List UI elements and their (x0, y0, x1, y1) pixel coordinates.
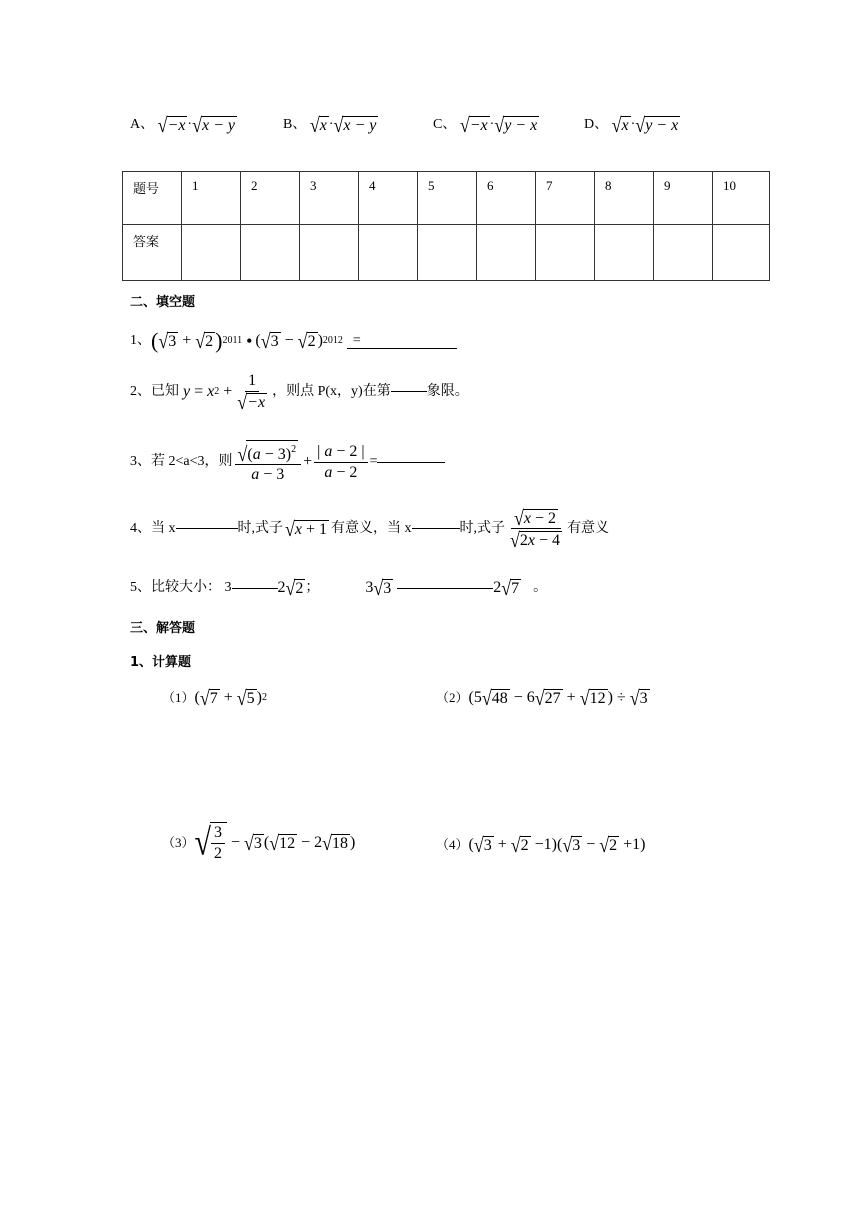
choice-label: C、 (433, 117, 457, 133)
dot: · (630, 117, 636, 133)
radical: √ x − y (192, 113, 235, 137)
expr-part: +1) (619, 836, 646, 853)
fraction: 1 √ −x (237, 372, 266, 414)
table-row (123, 225, 770, 281)
question-text: 有意义，当 x (331, 520, 412, 536)
radical: √ −x (459, 113, 488, 137)
question-text: 5、比较大小： 3 (130, 580, 232, 595)
question-5 (130, 576, 548, 600)
plus-sign: + (562, 689, 580, 706)
question-text: ； (305, 580, 320, 595)
expr-part: ( (468, 836, 474, 853)
item-number: （2） (436, 690, 469, 705)
number-cell: 5 (418, 172, 477, 225)
fraction: √ x − 2 √ 2x − 4 (510, 506, 561, 552)
answer-blank[interactable] (176, 528, 238, 529)
bullet-operator: • (246, 331, 253, 351)
answer-blank[interactable] (397, 588, 493, 589)
equals-sign: = (369, 454, 378, 469)
expr-part: ) (317, 332, 323, 349)
radical: √ x (309, 113, 327, 137)
plus-sign: + (219, 689, 237, 706)
answer-cell[interactable] (536, 225, 595, 281)
expr-part: 2 (493, 579, 502, 596)
number-cell: 8 (595, 172, 654, 225)
answer-table (122, 171, 770, 281)
expr-part: − 6 (509, 689, 535, 706)
equals-sign: = (190, 382, 208, 400)
radical: √ 7 (199, 686, 218, 710)
radical: √ 2 (285, 576, 304, 600)
expr-part: ( (263, 833, 270, 851)
answer-cell[interactable] (713, 225, 770, 281)
expr-part: 2 (277, 579, 286, 596)
radical: √ 3 (244, 831, 262, 854)
answer-cell[interactable] (241, 225, 300, 281)
radical: √ 2 (599, 833, 618, 857)
dot: · (489, 117, 495, 133)
exponent: 2 (261, 692, 267, 703)
radical: √ 3 (629, 686, 648, 710)
radical: √ 2 (510, 833, 529, 857)
plus-sign: + (219, 382, 233, 400)
radical: √ y − x (635, 113, 679, 137)
choice-label: A、 (130, 117, 155, 133)
answer-cell[interactable] (654, 225, 713, 281)
choice-a (130, 113, 237, 137)
expr-part: ) ÷ (607, 689, 630, 706)
exponent: 2011 (222, 335, 243, 346)
answer-cell[interactable] (477, 225, 536, 281)
choice-c (433, 113, 539, 137)
dot: · (328, 117, 334, 133)
question-3 (130, 440, 445, 484)
number-cell: 1 (182, 172, 241, 225)
section-title-fill-blank: 二、填空题 (130, 295, 196, 310)
answer-cell[interactable] (182, 225, 241, 281)
radical: √ 2 (195, 329, 214, 353)
answer-label-cell: 答案 (123, 225, 182, 281)
item-number: （1） (162, 690, 195, 705)
choice-d (584, 113, 680, 137)
radical: √ 3 (562, 833, 581, 857)
equals-sign: = (352, 332, 361, 348)
choice-b (283, 113, 378, 137)
radical: √ 7 (501, 576, 520, 600)
exponent: 2 (214, 385, 220, 397)
dot: · (187, 117, 193, 133)
expr-part: 3 (365, 579, 374, 596)
question-2 (130, 372, 469, 414)
expr-part: y (183, 382, 191, 400)
radical: √ 48 (481, 686, 508, 710)
expr-part: − 2 (297, 833, 323, 851)
answer-blank[interactable] (412, 528, 460, 529)
radical: √ 12 (269, 831, 296, 854)
question-number: 1、 (130, 333, 151, 348)
answer-blank[interactable] (347, 334, 457, 349)
question-1 (130, 328, 457, 353)
expr-part: ) (256, 689, 262, 706)
radical: √ 3 (158, 329, 177, 353)
expr-part: −1)( (530, 836, 563, 853)
exponent: 2012 (322, 335, 343, 346)
header-label-cell: 题号 (123, 172, 182, 225)
table-row (123, 172, 770, 225)
radical: √ x + 1 (285, 517, 328, 541)
question-4 (130, 506, 610, 552)
answer-blank[interactable] (391, 391, 427, 392)
question-text: 4、当 x (130, 520, 176, 536)
number-cell: 9 (654, 172, 713, 225)
radical: √ 18 (322, 831, 349, 854)
number-cell: 2 (241, 172, 300, 225)
radical: √ x − y (333, 113, 377, 137)
calc-3 (162, 822, 355, 863)
question-text: 。 (533, 580, 548, 595)
radical: √ 27 (534, 686, 561, 710)
expr-part: ( (255, 332, 261, 349)
answer-cell[interactable] (418, 225, 477, 281)
plus-sign: + (493, 836, 511, 853)
radical: √ 3 (373, 576, 392, 600)
section-title-answer: 三、解答题 (130, 621, 196, 636)
fraction: $\frac{| a - 2 |}{a - 2}$ (314, 443, 367, 482)
minus-sign: − (226, 833, 245, 851)
radical: √ 3 (473, 833, 492, 857)
number-cell: 3 (300, 172, 359, 225)
radical: √ x (611, 113, 629, 137)
minus-sign: − (280, 332, 298, 349)
plus-sign: + (178, 332, 196, 349)
minus-sign: − (582, 836, 600, 853)
answer-blank[interactable] (377, 462, 445, 463)
radical: √ −x (157, 113, 186, 137)
choice-label: B、 (283, 117, 307, 133)
question-text: 2、已知 (130, 383, 179, 399)
calc-2 (436, 686, 650, 710)
answer-cell[interactable] (300, 225, 359, 281)
choice-label: D、 (584, 117, 609, 133)
number-cell: 4 (359, 172, 418, 225)
expr-part: x (207, 382, 215, 400)
answer-blank[interactable] (232, 588, 278, 589)
question-text: 3、若 2<a<3，则 (130, 454, 233, 469)
question-text: ，则点 P(x，y)在第 (272, 383, 391, 399)
expr-part: ( (151, 328, 159, 353)
question-text: 有意义 (567, 520, 610, 536)
radical: √ 12 (579, 686, 606, 710)
radical: √ $\frac{3}{2}$ (195, 822, 227, 863)
radical: √ 5 (236, 686, 255, 710)
expr-part: ) (215, 328, 223, 353)
expr-part: ) (350, 833, 356, 851)
fraction: √ $(a - 3)^2$ a − 3 (235, 440, 302, 484)
answer-cell[interactable] (359, 225, 418, 281)
radical: √ y − x (494, 113, 538, 137)
question-text: 时,式子 (459, 520, 506, 536)
radical: √ 2 (297, 329, 316, 353)
expr-part: ( (194, 689, 200, 706)
calc-4 (436, 833, 646, 857)
number-cell: 7 (536, 172, 595, 225)
item-number: （3） (162, 834, 195, 850)
number-cell: 6 (477, 172, 536, 225)
question-text: 时,式子 (237, 520, 283, 536)
calc-1 (162, 686, 267, 710)
plus-sign: + (303, 453, 313, 470)
subsection-title: 1、计算题 (130, 655, 192, 670)
answer-cell[interactable] (595, 225, 654, 281)
number-cell: 10 (713, 172, 770, 225)
item-number: （4） (436, 837, 469, 852)
question-text: 象限。 (426, 383, 469, 399)
radical: √ 3 (260, 329, 279, 353)
expr-part: (5 (468, 689, 482, 706)
